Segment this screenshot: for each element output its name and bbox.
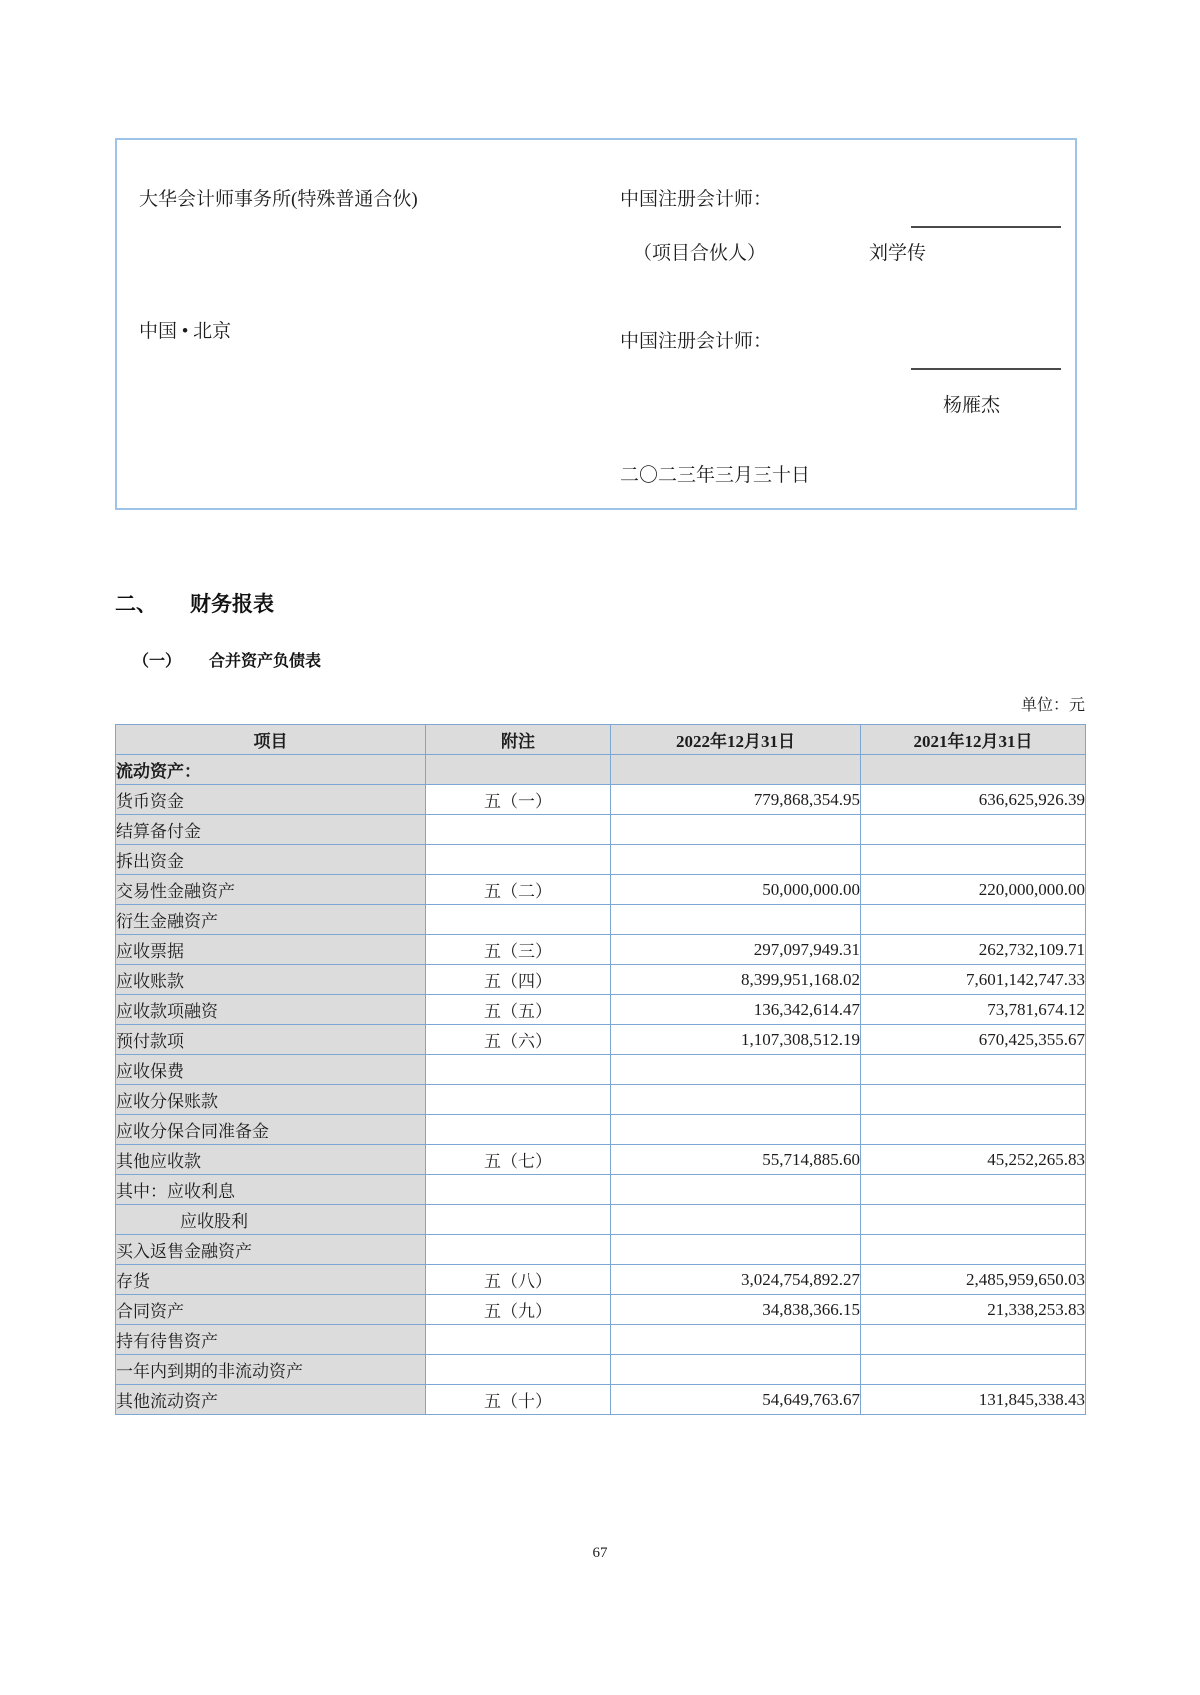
table-row [116, 1325, 1086, 1355]
amount-2021-cell [861, 755, 1086, 785]
amount-2021-cell [861, 1115, 1086, 1145]
audit-firm-name: 大华会计师事务所(特殊普通合伙) [139, 189, 418, 210]
table-row [116, 785, 1086, 815]
report-date: 二〇二三年三月三十日 [620, 465, 811, 486]
amount-2021-cell [861, 845, 1086, 875]
note-cell [426, 1205, 611, 1235]
amount-2022-cell: 136,342,614.47 [611, 995, 861, 1025]
amount-2022-cell [611, 905, 861, 935]
amount-2022-cell [611, 1085, 861, 1115]
item-cell: 其中：应收利息 [116, 1175, 426, 1205]
amount-2021-cell [861, 1175, 1086, 1205]
note-cell [426, 1175, 611, 1205]
table-row [116, 815, 1086, 845]
amount-2021-cell [861, 1355, 1086, 1385]
note-cell: 五（八） [426, 1265, 611, 1295]
amount-2022-cell [611, 1115, 861, 1145]
note-cell [426, 905, 611, 935]
note-cell: 五（一） [426, 785, 611, 815]
table-row [116, 905, 1086, 935]
amount-2021-cell: 73,781,674.12 [861, 995, 1086, 1025]
note-cell: 五（三） [426, 935, 611, 965]
item-cell: 一年内到期的非流动资产 [116, 1355, 426, 1385]
amount-2021-cell: 2,485,959,650.03 [861, 1265, 1086, 1295]
amount-2022-cell: 50,000,000.00 [611, 875, 861, 905]
item-cell: 其他应收款 [116, 1145, 426, 1175]
item-cell: 预付款项 [116, 1025, 426, 1055]
amount-2021-cell: 131,845,338.43 [861, 1385, 1086, 1415]
item-cell: 应收股利 [116, 1205, 426, 1235]
table-header-row [116, 725, 1086, 755]
amount-2021-cell: 670,425,355.67 [861, 1025, 1086, 1055]
subsection-number: （一） [133, 653, 182, 670]
item-cell: 应收账款 [116, 965, 426, 995]
note-cell: 五（五） [426, 995, 611, 1025]
amount-2021-cell [861, 1235, 1086, 1265]
auditor-signature-box [115, 138, 1077, 510]
table-row [116, 1175, 1086, 1205]
item-cell: 应收票据 [116, 935, 426, 965]
cpa-name-1: 刘学传 [869, 243, 927, 264]
section-number: 二、 [115, 593, 157, 616]
table-row [116, 1385, 1086, 1415]
table-row [116, 1145, 1086, 1175]
item-cell: 交易性金融资产 [116, 875, 426, 905]
item-cell: 存货 [116, 1265, 426, 1295]
note-cell: 五（二） [426, 875, 611, 905]
table-row [116, 1025, 1086, 1055]
section-title: 财务报表 [190, 593, 274, 616]
table-row [116, 1295, 1086, 1325]
table-row [116, 1055, 1086, 1085]
table-row [116, 1265, 1086, 1295]
amount-2022-cell [611, 1055, 861, 1085]
amount-2022-cell [611, 1355, 861, 1385]
note-cell [426, 1055, 611, 1085]
item-cell: 拆出资金 [116, 845, 426, 875]
item-cell: 买入返售金融资产 [116, 1235, 426, 1265]
section-heading [115, 588, 274, 618]
amount-2022-cell [611, 1175, 861, 1205]
amount-2022-cell: 1,107,308,512.19 [611, 1025, 861, 1055]
table-row [116, 1355, 1086, 1385]
subsection-title: 合并资产负债表 [209, 653, 322, 670]
amount-2021-cell: 220,000,000.00 [861, 875, 1086, 905]
amount-2022-cell [611, 1235, 861, 1265]
amount-2022-cell: 34,838,366.15 [611, 1295, 861, 1325]
amount-2021-cell [861, 1085, 1086, 1115]
section-row [116, 755, 1086, 785]
header-item: 项目 [116, 725, 426, 755]
note-cell [426, 845, 611, 875]
table-row [116, 845, 1086, 875]
note-cell: 五（七） [426, 1145, 611, 1175]
item-cell: 衍生金融资产 [116, 905, 426, 935]
amount-2021-cell: 636,625,926.39 [861, 785, 1086, 815]
amount-2022-cell [611, 845, 861, 875]
amount-2021-cell [861, 1205, 1086, 1235]
amount-2022-cell: 779,868,354.95 [611, 785, 861, 815]
cpa-role-1: （项目合伙人） [633, 243, 767, 264]
amount-2022-cell [611, 755, 861, 785]
item-cell: 结算备付金 [116, 815, 426, 845]
item-cell: 货币资金 [116, 785, 426, 815]
amount-2021-cell [861, 1055, 1086, 1085]
cpa-label-1: 中国注册会计师： [620, 189, 773, 210]
note-cell [426, 1355, 611, 1385]
amount-2021-cell [861, 815, 1086, 845]
table-row [116, 1085, 1086, 1115]
item-cell: 应收分保账款 [116, 1085, 426, 1115]
amount-2021-cell: 45,252,265.83 [861, 1145, 1086, 1175]
balance-sheet-table [115, 724, 1086, 1415]
subsection-heading [133, 648, 321, 671]
amount-2022-cell [611, 1205, 861, 1235]
signature-line-1 [911, 226, 1061, 228]
note-cell: 五（六） [426, 1025, 611, 1055]
table-row [116, 875, 1086, 905]
table-row [116, 1235, 1086, 1265]
note-cell: 五（九） [426, 1295, 611, 1325]
signature-line-2 [911, 368, 1061, 370]
note-cell: 五（四） [426, 965, 611, 995]
header-2022: 2022年12月31日 [611, 725, 861, 755]
note-cell [426, 815, 611, 845]
amount-2022-cell [611, 1325, 861, 1355]
table-row [116, 1115, 1086, 1145]
amount-2022-cell: 55,714,885.60 [611, 1145, 861, 1175]
amount-2022-cell: 3,024,754,892.27 [611, 1265, 861, 1295]
cpa-label-2: 中国注册会计师： [620, 331, 773, 352]
amount-2021-cell: 21,338,253.83 [861, 1295, 1086, 1325]
firm-location: 中国 • 北京 [139, 321, 232, 342]
table-row [116, 935, 1086, 965]
item-cell: 应收款项融资 [116, 995, 426, 1025]
page-number: 67 [592, 1545, 608, 1561]
item-cell: 应收保费 [116, 1055, 426, 1085]
note-cell [426, 1325, 611, 1355]
item-cell: 持有待售资产 [116, 1325, 426, 1355]
amount-2021-cell: 7,601,142,747.33 [861, 965, 1086, 995]
table-row [116, 995, 1086, 1025]
item-cell: 应收分保合同准备金 [116, 1115, 426, 1145]
amount-2021-cell [861, 1325, 1086, 1355]
item-cell: 其他流动资产 [116, 1385, 426, 1415]
note-cell [426, 1085, 611, 1115]
amount-2022-cell: 54,649,763.67 [611, 1385, 861, 1415]
unit-label: 单位：元 [1020, 697, 1085, 714]
amount-2022-cell: 8,399,951,168.02 [611, 965, 861, 995]
table-row [116, 965, 1086, 995]
header-note: 附注 [426, 725, 611, 755]
item-cell: 流动资产： [116, 755, 426, 785]
amount-2022-cell: 297,097,949.31 [611, 935, 861, 965]
amount-2021-cell: 262,732,109.71 [861, 935, 1086, 965]
note-cell [426, 1235, 611, 1265]
note-cell [426, 755, 611, 785]
amount-2021-cell [861, 905, 1086, 935]
amount-2022-cell [611, 815, 861, 845]
header-2021: 2021年12月31日 [861, 725, 1086, 755]
cpa-name-2: 杨雁杰 [943, 395, 1001, 416]
table-row [116, 1205, 1086, 1235]
note-cell: 五（十） [426, 1385, 611, 1415]
note-cell [426, 1115, 611, 1145]
item-cell: 合同资产 [116, 1295, 426, 1325]
